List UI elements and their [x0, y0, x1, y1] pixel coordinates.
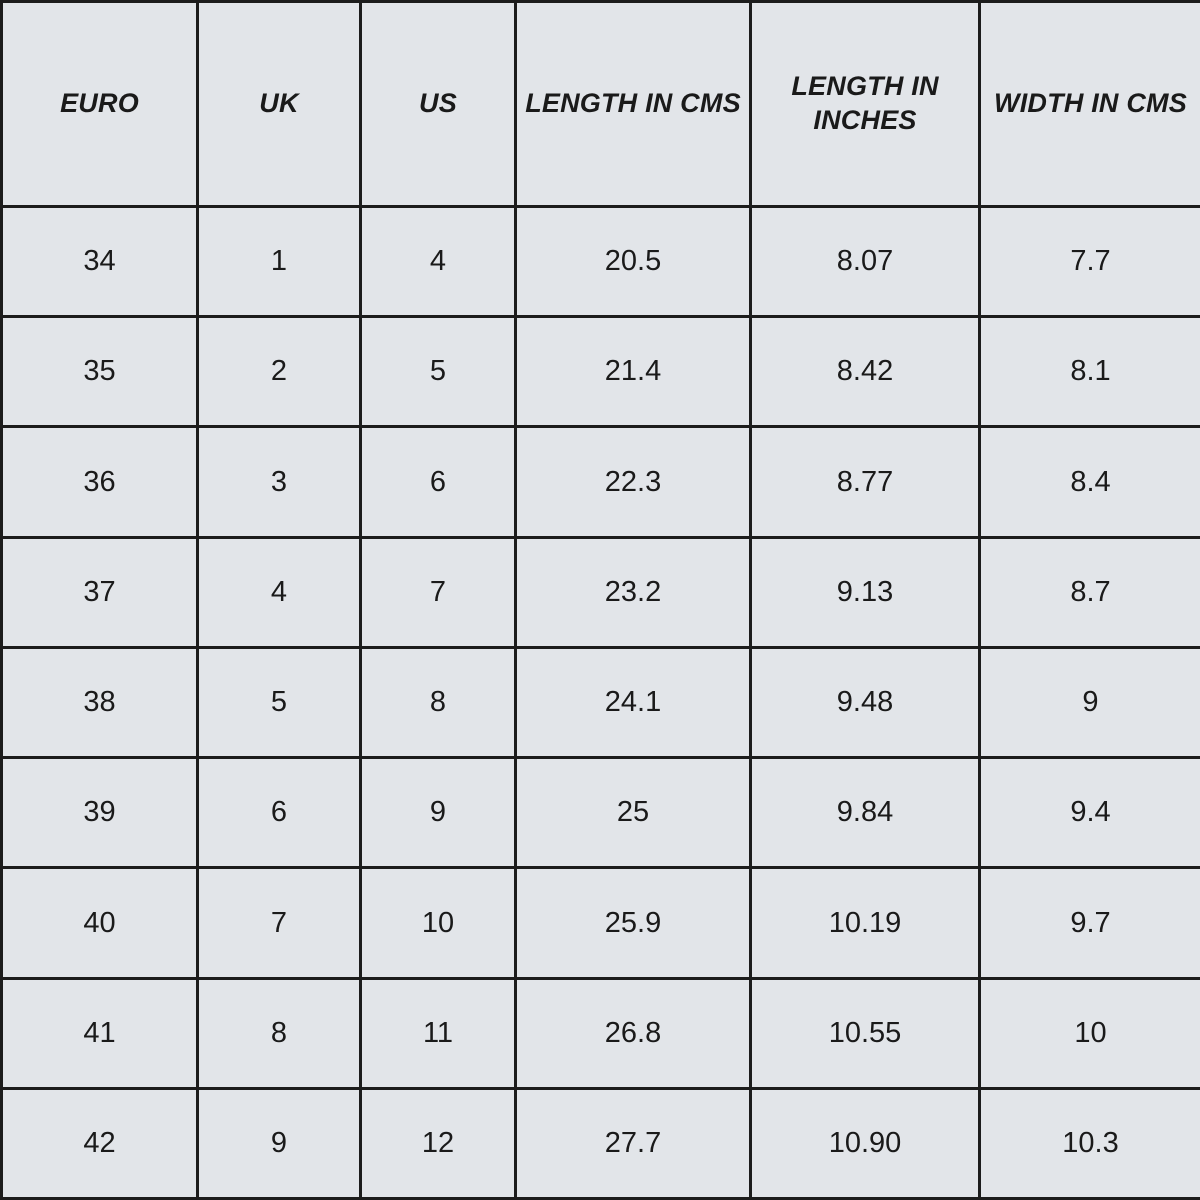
cell-us: 7	[361, 537, 516, 647]
cell-length-cms: 22.3	[516, 427, 751, 537]
cell-length-inches: 8.07	[751, 207, 980, 317]
cell-length-cms: 23.2	[516, 537, 751, 647]
cell-length-cms: 20.5	[516, 207, 751, 317]
cell-width-cms: 8.4	[980, 427, 1200, 537]
cell-us: 12	[361, 1088, 516, 1198]
cell-euro: 42	[2, 1088, 198, 1198]
cell-us: 6	[361, 427, 516, 537]
cell-uk: 8	[198, 978, 361, 1088]
cell-uk: 2	[198, 317, 361, 427]
cell-us: 10	[361, 868, 516, 978]
cell-length-inches: 8.42	[751, 317, 980, 427]
cell-width-cms: 10.3	[980, 1088, 1200, 1198]
cell-euro: 37	[2, 537, 198, 647]
cell-uk: 1	[198, 207, 361, 317]
table-row	[2, 207, 1200, 317]
column-header-length-inches: LENGTH IN INCHES	[751, 2, 980, 207]
header-row	[2, 2, 1200, 207]
cell-width-cms: 10	[980, 978, 1200, 1088]
cell-width-cms: 9.4	[980, 758, 1200, 868]
table-row	[2, 647, 1200, 757]
cell-width-cms: 8.7	[980, 537, 1200, 647]
table-row	[2, 427, 1200, 537]
cell-us: 5	[361, 317, 516, 427]
cell-uk: 6	[198, 758, 361, 868]
cell-width-cms: 9.7	[980, 868, 1200, 978]
cell-length-inches: 9.13	[751, 537, 980, 647]
column-header-euro: EURO	[2, 2, 198, 207]
cell-euro: 36	[2, 427, 198, 537]
cell-euro: 35	[2, 317, 198, 427]
cell-width-cms: 8.1	[980, 317, 1200, 427]
column-header-uk: UK	[198, 2, 361, 207]
cell-euro: 41	[2, 978, 198, 1088]
cell-uk: 9	[198, 1088, 361, 1198]
table-row	[2, 1088, 1200, 1198]
cell-euro: 40	[2, 868, 198, 978]
cell-euro: 34	[2, 207, 198, 317]
cell-euro: 38	[2, 647, 198, 757]
cell-width-cms: 9	[980, 647, 1200, 757]
cell-euro: 39	[2, 758, 198, 868]
cell-length-inches: 10.55	[751, 978, 980, 1088]
column-header-us: US	[361, 2, 516, 207]
cell-length-cms: 24.1	[516, 647, 751, 757]
cell-length-inches: 10.19	[751, 868, 980, 978]
table-row	[2, 537, 1200, 647]
cell-length-cms: 26.8	[516, 978, 751, 1088]
cell-us: 8	[361, 647, 516, 757]
table-row	[2, 978, 1200, 1088]
cell-length-cms: 25.9	[516, 868, 751, 978]
cell-length-inches: 9.84	[751, 758, 980, 868]
column-header-width-cms: WIDTH IN CMS	[980, 2, 1200, 207]
cell-length-inches: 8.77	[751, 427, 980, 537]
table-body	[2, 207, 1200, 1199]
cell-uk: 3	[198, 427, 361, 537]
table-header	[2, 2, 1200, 207]
cell-us: 9	[361, 758, 516, 868]
table-row	[2, 868, 1200, 978]
cell-length-cms: 25	[516, 758, 751, 868]
cell-width-cms: 7.7	[980, 207, 1200, 317]
table-row	[2, 317, 1200, 427]
cell-us: 4	[361, 207, 516, 317]
cell-uk: 4	[198, 537, 361, 647]
cell-length-inches: 10.90	[751, 1088, 980, 1198]
cell-length-inches: 9.48	[751, 647, 980, 757]
column-header-length-cms: LENGTH IN CMS	[516, 2, 751, 207]
cell-length-cms: 21.4	[516, 317, 751, 427]
cell-us: 11	[361, 978, 516, 1088]
cell-uk: 7	[198, 868, 361, 978]
table-row	[2, 758, 1200, 868]
cell-length-cms: 27.7	[516, 1088, 751, 1198]
cell-uk: 5	[198, 647, 361, 757]
